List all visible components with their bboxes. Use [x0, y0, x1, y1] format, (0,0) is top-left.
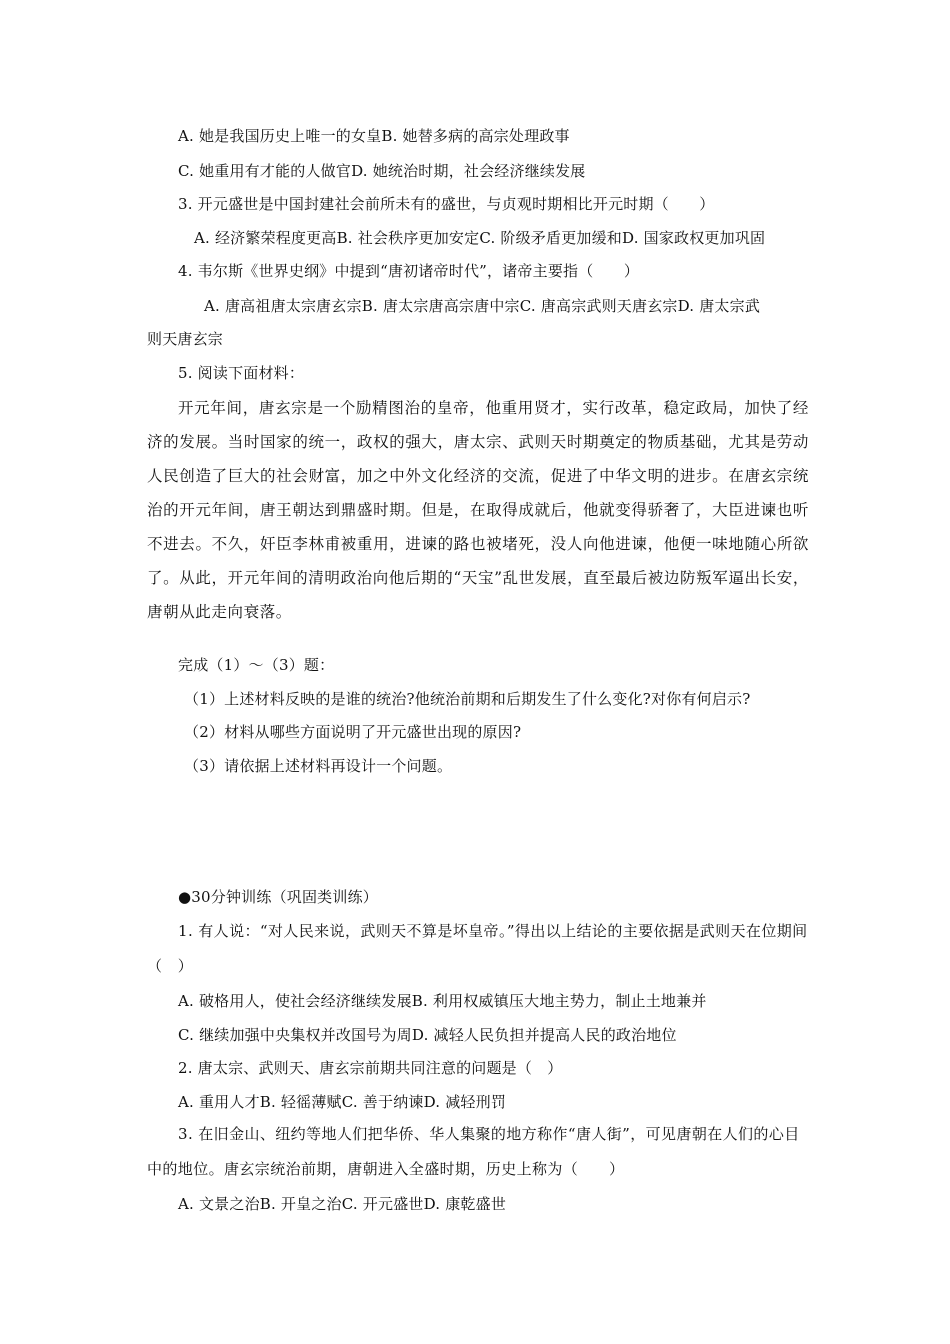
q5-task: 完成（1）～（3）题：: [178, 656, 335, 674]
q5-stem: 5. 阅读下面材料：: [178, 364, 305, 382]
b-q2-stem: 2. 唐太宗、武则天、唐玄宗前期共同注意的问题是（ ）: [178, 1059, 563, 1077]
q3-stem: 3. 开元盛世是中国封建社会前所未有的盛世，与贞观时期相比开元时期（ ）: [178, 195, 715, 213]
b-q3-stem: 3. 在旧金山、纽约等地人们把华侨、华人集聚的地方称作“唐人街”，可见唐朝在人们的心目中的地位。唐玄宗统治前期，唐朝进入全盛时期，历史上称为（ ）: [147, 1125, 800, 1178]
q5-subquestion-1: （1）上述材料反映的是谁的统治?他统治前期和后期发生了什么变化?对你有何启示?: [184, 690, 751, 708]
b-q1-options-c-d: C. 继续加强中央集权并改国号为周D. 减轻人民负担并提高人民的政治地位: [178, 1026, 677, 1044]
q5-subquestion-3: （3）请依据上述材料再设计一个问题。: [184, 757, 453, 775]
q3-options: A. 经济繁荣程度更高B. 社会秩序更加安定C. 阶级矛盾更加缓和D. 国家政权更加巩固: [194, 229, 766, 247]
b-q1-stem: 1. 有人说：“对人民来说，武则天不算是坏皇帝。”得出以上结论的主要依据是武则天在位期间（ ）: [147, 922, 808, 975]
q5-material-paragraph: 开元年间，唐玄宗是一个励精图治的皇帝，他重用贤才，实行改革，稳定政局，加快了经济的发展。当时国家的统一，政权的强大，唐太宗、武则天时期奠定的物质基础，尤其是劳动人民创造了巨大的社会财富，加之中外文化经济的交流，促进了中华文明的进步。在唐玄宗统治的开元年间，唐王朝达到鼎盛时期。但是，在取得成就后，他就变得骄奢了，大臣进谏也听不进去。不久，奸臣李林甫被重用，进谏的路也被堵死，没人向他进谏，他便一味地随心所欲了。从此，开元年间的清明政治向他后期的“天宝”乱世发展，直至最后被边防叛军逼出长安，唐朝从此走向衰落。: [147, 399, 809, 621]
b-q2-options: A. 重用人才B. 轻徭薄赋C. 善于纳谏D. 减轻刑罚: [178, 1093, 507, 1111]
q2-options-a-b: A. 她是我国历史上唯一的女皇B. 她替多病的高宗处理政事: [178, 127, 570, 145]
q4-stem: 4. 韦尔斯《世界史纲》中提到“唐初诸帝时代”，诸帝主要指（ ）: [178, 262, 640, 280]
q5-subquestion-2: （2）材料从哪些方面说明了开元盛世出现的原因?: [184, 723, 522, 741]
q2-options-c-d: C. 她重用有才能的人做官D. 她统治时期，社会经济继续发展: [178, 162, 586, 180]
section-heading: ●30分钟训练（巩固类训练）: [178, 888, 378, 906]
q4-options-line1: A. 唐高祖唐太宗唐玄宗B. 唐太宗唐高宗唐中宗C. 唐高宗武则天唐玄宗D. 唐太宗武: [204, 297, 761, 315]
b-q3-options: A. 文景之治B. 开皇之治C. 开元盛世D. 康乾盛世: [178, 1195, 507, 1213]
b-q1-options-a-b: A. 破格用人，使社会经济继续发展B. 利用权威镇压大地主势力，制止土地兼并: [178, 992, 707, 1010]
q4-options-line2: 则天唐玄宗: [147, 330, 224, 348]
